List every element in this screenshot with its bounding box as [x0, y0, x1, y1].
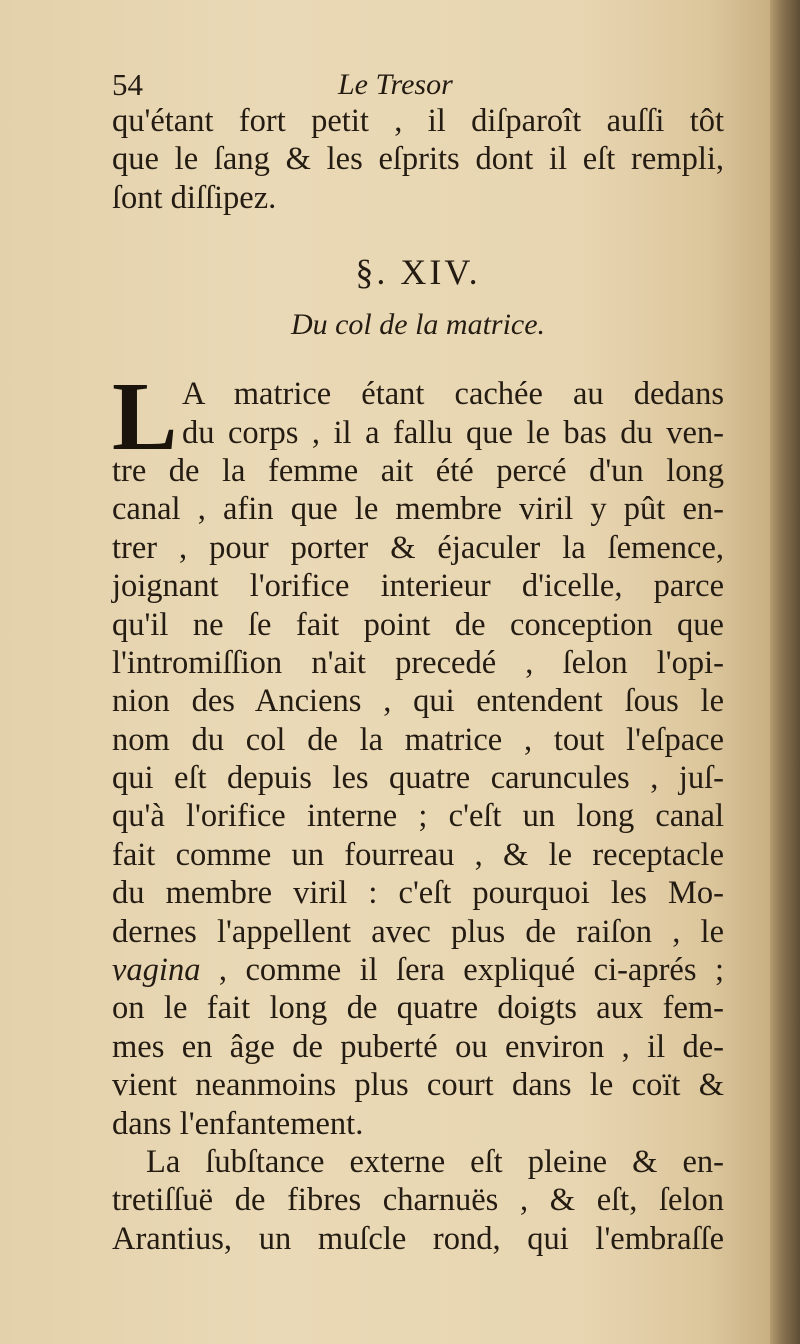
- text-line: mes en âge de puberté ou environ , il de-: [112, 1028, 724, 1065]
- paragraph-1: [112, 363, 724, 1143]
- text-block: [112, 62, 724, 1258]
- drop-cap: L: [112, 363, 178, 472]
- text-line: Arantius, un muſcle rond, qui l'embraſſe: [112, 1220, 724, 1257]
- section-title: Du col de la matrice.: [290, 308, 546, 342]
- text-line: que le ſang & les eſprits dont il eſt rempli,: [112, 141, 724, 178]
- text-line: fait comme un fourreau , & le receptacle: [112, 836, 724, 873]
- text-line: vient neanmoins plus court dans le coït &: [112, 1067, 724, 1104]
- text-line: ſont diſſipez.: [112, 179, 277, 216]
- book-gutter: [770, 0, 800, 1344]
- text-fragment: , comme il ſera expliqué ci-aprés ;: [200, 952, 724, 989]
- text-line: du corps , il a fallu que le bas du ven-: [182, 414, 724, 451]
- running-head: [112, 62, 724, 102]
- text-line: canal , afin que le membre viril y pût en-: [112, 491, 724, 528]
- text-line: [112, 951, 724, 989]
- running-title: Le Tresor: [338, 68, 453, 101]
- italic-term: vagina: [112, 952, 201, 989]
- text-line: La ſubſtance externe eſt pleine & en-: [146, 1143, 724, 1180]
- paragraph-2: [112, 1143, 724, 1258]
- text-line: l'intromiſſion n'ait precedé , ſelon l'opi-: [112, 644, 724, 681]
- text-line: du membre viril : c'eſt pourquoi les Mo-: [112, 875, 724, 912]
- text-line: tretiſſuë de fibres charnuës , & eſt, ſelon: [112, 1182, 724, 1219]
- text-line: nion des Anciens , qui entendent ſous le: [112, 683, 724, 720]
- page-number: 54: [112, 67, 143, 102]
- text-line: qu'étant fort petit , il diſparoît auſſi tôt: [112, 103, 724, 139]
- text-line: A matrice étant cachée au dedans: [182, 376, 724, 413]
- text-line: joignant l'orifice interieur d'icelle, parce: [112, 568, 724, 605]
- text-line: qui eſt depuis les quatre caruncules , juſ-: [112, 760, 724, 797]
- text-line: qu'il ne ſe fait point de conception que: [112, 606, 724, 643]
- text-line: qu'à l'orifice interne ; c'eſt un long canal: [112, 798, 724, 835]
- text-line: tre de la femme ait été percé d'un long: [112, 452, 724, 489]
- section-number: §. XIV.: [355, 252, 481, 293]
- text-line: trer , pour porter & éjaculer la ſemence,: [112, 529, 724, 566]
- text-line: nom du col de la matrice , tout l'eſpace: [112, 721, 724, 758]
- text-line: on le fait long de quatre doigts aux fem-: [112, 990, 724, 1027]
- text-line: dernes l'appellent avec plus de raiſon , le: [112, 913, 724, 950]
- text-line: dans l'enfantement.: [112, 1105, 364, 1142]
- carryover-text: [112, 102, 724, 217]
